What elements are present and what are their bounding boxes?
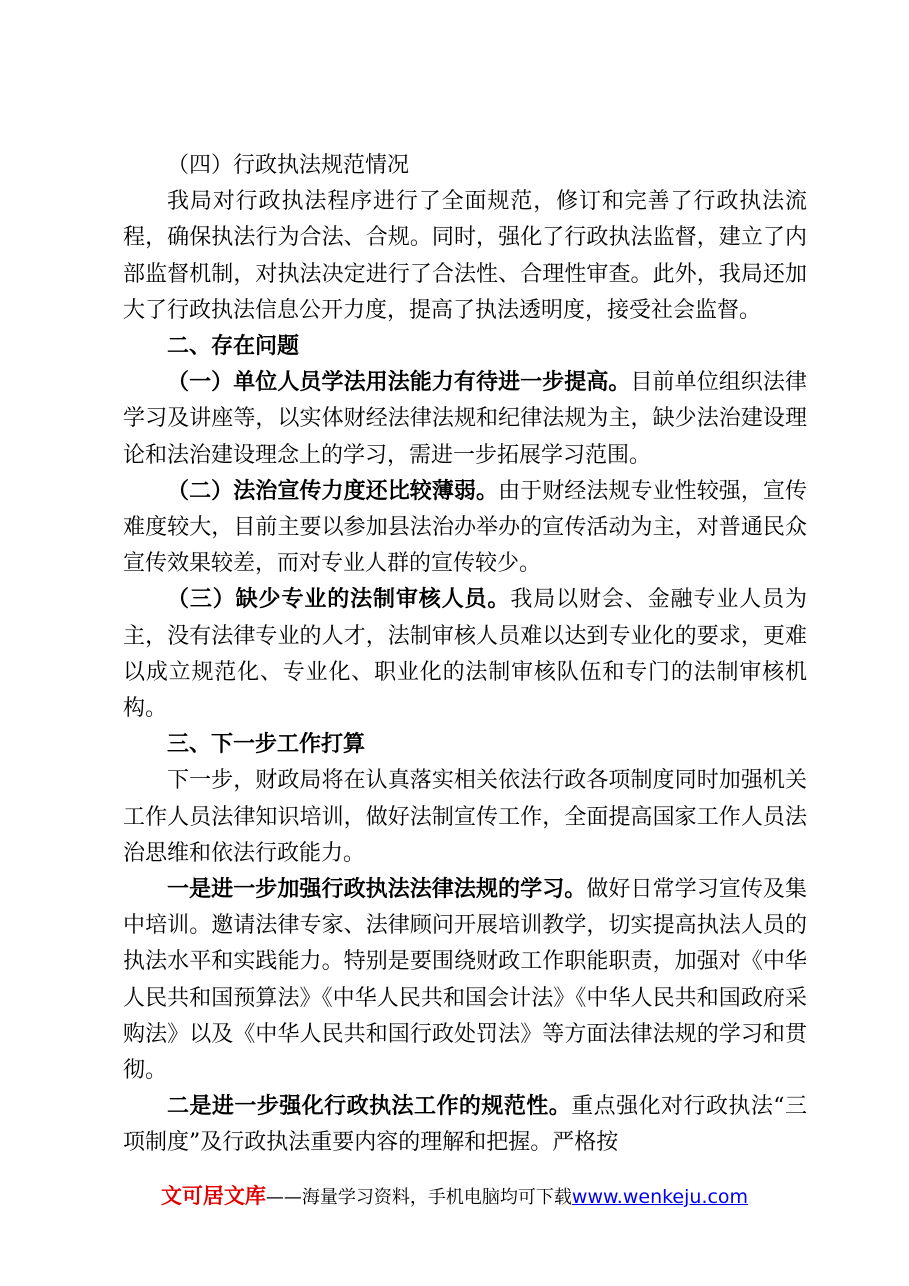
paragraph-enforcement-standards: 我局对行政执法程序进行了全面规范，修订和完善了行政执法流程，确保执法行为合法、合规。同时，强化了行政执法监督，建立了内部监督机制，对执法决定进行了合法性、合理性审查。此外，我局还加大了行政执法信息公开力度，提高了执法透明度，接受社会监督。 [123,189,807,323]
plan-1-lead: 一是进一步加强行政执法法律法规的学习。 [167,877,587,903]
paragraph-issue-2 [123,474,807,583]
section-3-title: 三、下一步工作打算 [167,732,366,758]
paragraph-issue-3 [123,582,807,727]
plan-2-lead: 二是进一步强化行政执法工作的规范性。 [167,1094,572,1120]
issue-2-text: 由于财经法规专业性较强，宣传难度较大，目前主要以参加县法治办举办的宣传活动为主，对普通民众宣传效果较差，而对专业人群的宣传较少。 [123,478,807,577]
paragraph-plan-2 [123,1089,807,1161]
paragraph-next-steps-intro: 下一步，财政局将在认真落实相关依法行政各项制度同时加强机关工作人员法律知识培训，做好法制宣传工作，全面提高国家工作人员法治思维和依法行政能力。 [123,768,807,866]
plan-1-text: 做好日常学习宣传及集中培训。邀请法律专家、法律顾问开展培训教学，切实提高执法人员的执法水平和实践能力。特别是要围绕财政工作职能职责，加强对《中华人民共和国预算法》《中华人民共和国会计法》《中华人民共和国政府采购法》以及《中华人民共和国行政处罚法》等方面法律法规的学习和贯彻。 [123,877,807,1084]
issue-1-lead: （一）单位人员学法用法能力有待进一步提高。 [167,370,631,396]
issue-1-text: 目前单位组织法律学习及讲座等，以实体财经法律法规和纪律法规为主，缺少法治建设理论和法治建设理念上的学习，需进一步拓展学习范围。 [123,370,807,468]
issue-3-text: 我局以财会、金融专业人员为主，没有法律专业的人才，法制审核人员难以达到专业化的要求，更难以成立规范化、专业化、职业化的法制审核队伍和专门的法制审核机构。 [123,587,807,722]
footer-brand: 文可居文库 [160,1184,266,1208]
footer-link[interactable]: www.wenkeju.com [571,1186,749,1208]
issue-2-lead: （二）法治宣传力度还比较薄弱。 [167,478,499,504]
paragraph-plan-1 [123,872,807,1089]
plan-2-text: 重点强化对行政执法“三项制度”及行政执法重要内容的理解和把握。严格按 [123,1094,807,1156]
section-2-title: 二、存在问题 [167,334,300,360]
paragraph-issue-1 [123,365,807,474]
page-footer [0,1180,909,1210]
footer-tagline: ——海量学习资料，手机电脑均可下载 [265,1187,572,1208]
issue-3-lead: （三）缺少专业的法制审核人员。 [167,587,511,613]
subsection-4-title: （四）行政执法规范情况 [167,153,410,178]
document-body [123,148,807,1162]
